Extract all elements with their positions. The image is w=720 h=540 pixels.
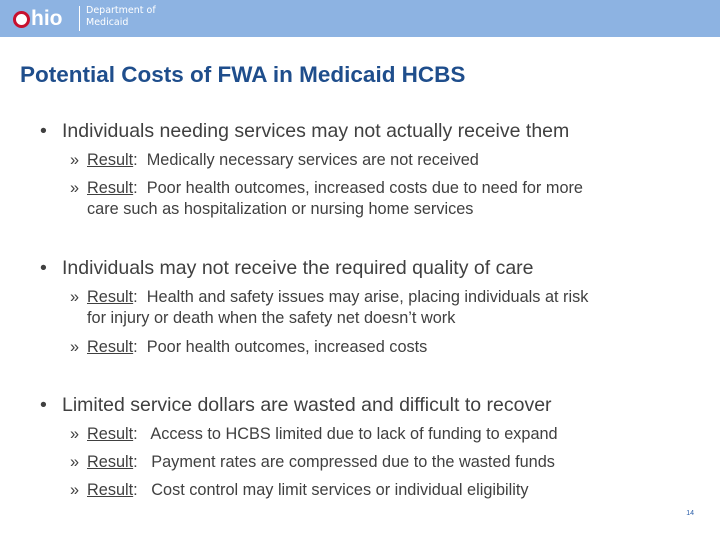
- result-label: Result: [87, 481, 134, 499]
- result-label: Result: [87, 425, 134, 443]
- sub-item: » Result: Access to HCBS limited due to lack of funding to expand: [70, 425, 558, 443]
- bullet-icon: •: [40, 120, 47, 142]
- department-line-2: Medicaid: [86, 17, 129, 28]
- sub-bullet-icon: »: [70, 151, 80, 169]
- bullet-1: [40, 120, 569, 143]
- bullet-2: [40, 257, 534, 280]
- sub-text-continued: care such as hospitalization or nursing home services: [87, 200, 474, 218]
- sub-text: Access to HCBS limited due to lack of funding to expand: [150, 425, 558, 443]
- sub-item: » Result: Cost control may limit services or individual eligibility: [70, 481, 529, 499]
- sub-item: » Result: Medically necessary services are not received: [70, 151, 479, 169]
- sub-bullet-icon: »: [70, 481, 80, 499]
- sub-item: » Result: Poor health outcomes, increased costs due to need for more care such as hospitalization or nursing home services: [70, 178, 700, 220]
- bullet-text: Limited service dollars are wasted and difficult to recover: [62, 394, 552, 416]
- bullet-icon: •: [40, 394, 47, 416]
- sub-text-continued: for injury or death when the safety net doesn’t work: [87, 309, 456, 327]
- page-number: 14: [686, 510, 694, 517]
- ohio-logo-text: hio: [31, 7, 63, 30]
- bullet-text: Individuals needing services may not actually receive them: [62, 120, 570, 142]
- sub-text: Poor health outcomes, increased costs: [146, 338, 428, 356]
- sub-bullet-icon: »: [70, 453, 80, 471]
- result-label: Result: [87, 151, 134, 169]
- sub-text: Health and safety issues may arise, placing individuals at risk: [146, 288, 589, 306]
- bullet-text: Individuals may not receive the required quality of care: [62, 257, 534, 279]
- result-label: Result: [87, 288, 134, 306]
- sub-bullet-icon: »: [70, 288, 80, 306]
- bullet-3: [40, 394, 552, 417]
- slide-title: Potential Costs of FWA in Medicaid HCBS: [20, 62, 466, 87]
- sub-item: » Result: Poor health outcomes, increased costs: [70, 338, 428, 356]
- sub-item: » Result: Payment rates are compressed due to the wasted funds: [70, 453, 555, 471]
- sub-bullet-icon: »: [70, 338, 80, 356]
- sub-text: Poor health outcomes, increased costs due to need for more: [146, 179, 583, 197]
- sub-bullet-icon: »: [70, 425, 80, 443]
- sub-bullet-icon: »: [70, 179, 80, 197]
- sub-item: » Result: Health and safety issues may arise, placing individuals at risk for injury or death when the safety net doesn’t work: [70, 287, 700, 329]
- sub-text: Medically necessary services are not received: [146, 151, 479, 169]
- sub-text: Cost control may limit services or individual eligibility: [151, 481, 529, 499]
- result-label: Result: [87, 338, 134, 356]
- sub-text: Payment rates are compressed due to the wasted funds: [151, 453, 555, 471]
- result-label: Result: [87, 453, 134, 471]
- department-line-1: Department of: [86, 5, 156, 16]
- bullet-icon: •: [40, 257, 47, 279]
- result-label: Result: [87, 179, 134, 197]
